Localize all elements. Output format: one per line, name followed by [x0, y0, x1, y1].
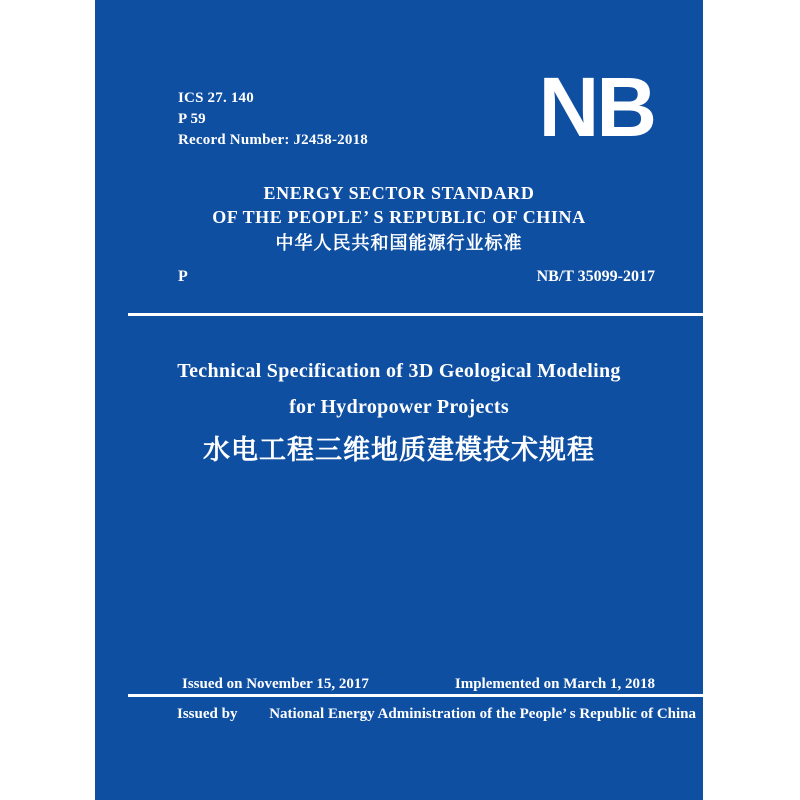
- issued-date: Issued on November 15, 2017: [182, 676, 369, 692]
- title-english-line1: Technical Specification of 3D Geological Modeling: [177, 360, 621, 382]
- standard-heading: [95, 181, 703, 256]
- divider-top: [128, 313, 703, 316]
- dates-row: [182, 676, 655, 693]
- issuer-row: [177, 706, 697, 723]
- standard-number: NB/T 35099-2017: [536, 268, 655, 285]
- title-chinese: 水电工程三维地质建模技术规程: [203, 435, 595, 465]
- classification-code: P 59: [178, 111, 206, 127]
- category-code: P: [178, 268, 188, 285]
- standard-heading-chinese: 中华人民共和国能源行业标准: [275, 233, 523, 253]
- implemented-date: Implemented on March 1, 2018: [454, 676, 655, 692]
- standard-meta-block: [178, 88, 368, 151]
- nb-logo: NB: [538, 60, 654, 154]
- standard-heading-line1: ENERGY SECTOR STANDARD: [263, 183, 535, 203]
- standard-heading-line2: OF THE PEOPLE’ S REPUBLIC OF CHINA: [212, 207, 586, 227]
- record-number: Record Number: J2458-2018: [178, 132, 368, 148]
- ics-code: ICS 27. 140: [178, 90, 254, 106]
- issuer-name: National Energy Administration of the People’ s Republic of China: [269, 706, 697, 722]
- divider-bottom: [128, 694, 703, 697]
- title-english-line2: for Hydropower Projects: [289, 396, 509, 418]
- cover-panel: [95, 0, 703, 800]
- title-block: [95, 358, 703, 466]
- code-row: [178, 268, 655, 286]
- issued-by-label: Issued by: [177, 706, 238, 722]
